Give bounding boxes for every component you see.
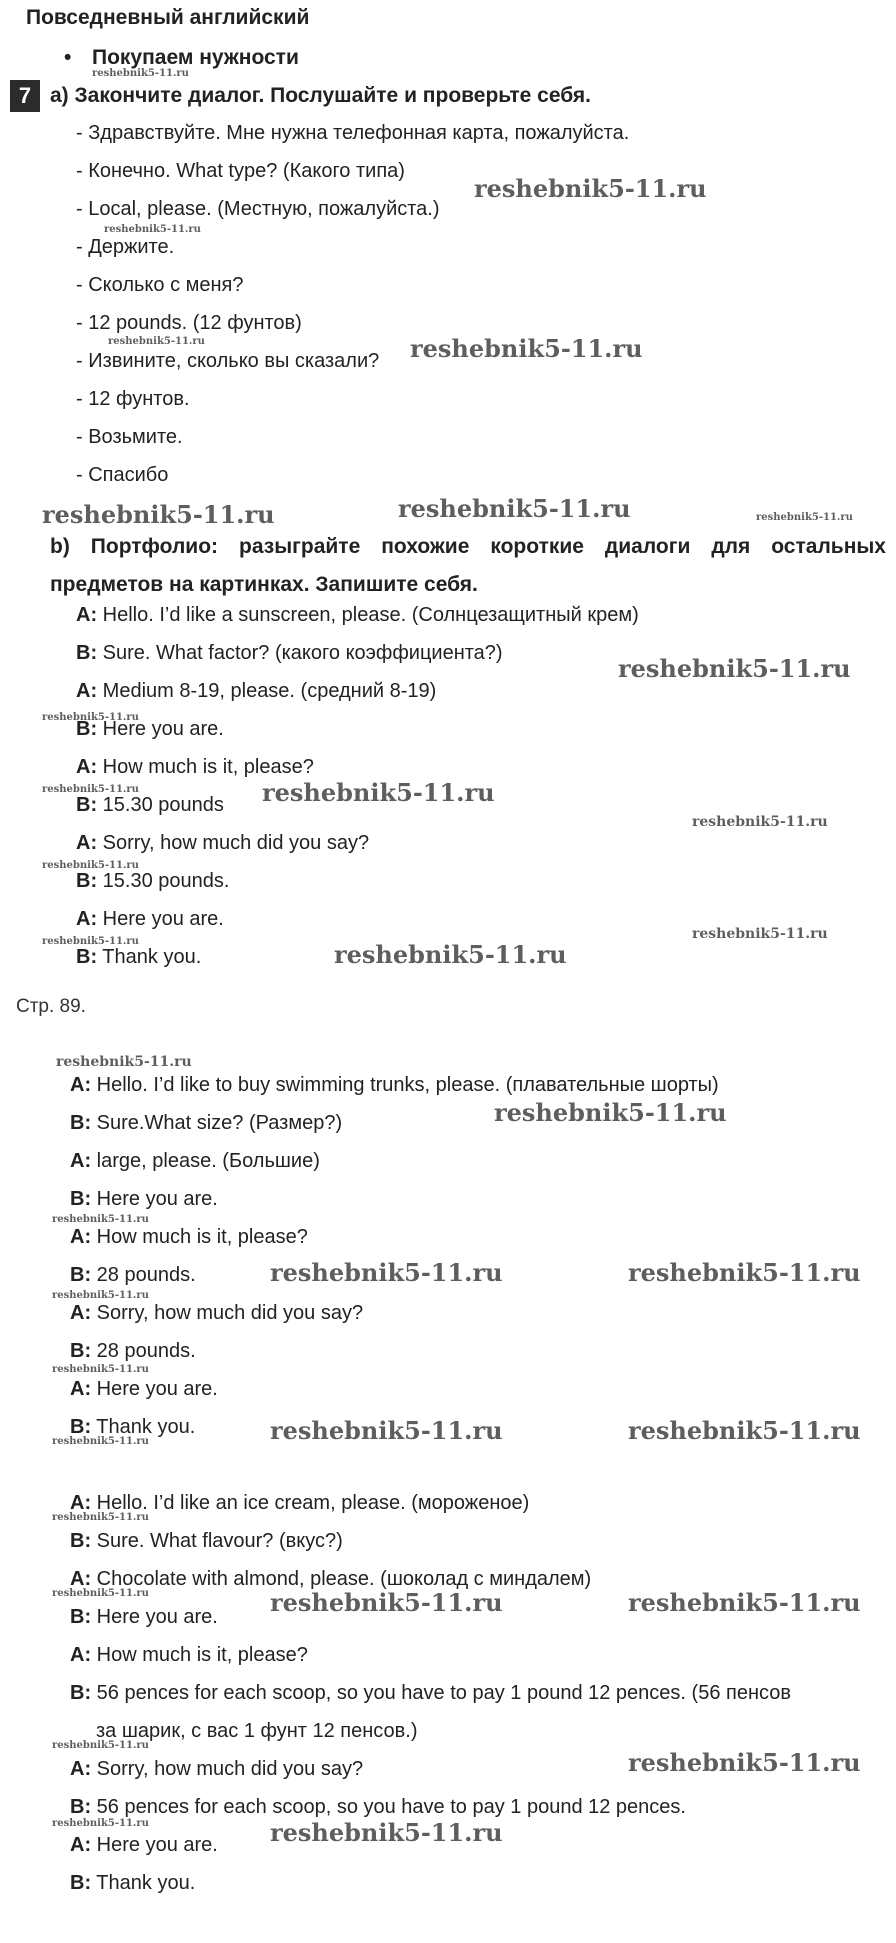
dialog-text: Medium 8-19, please. (средний 8-19): [97, 680, 437, 702]
watermark: reshebnik5-11.ru: [42, 936, 139, 947]
section-title: Повседневный английский: [26, 6, 310, 29]
watermark: reshebnik5-11.ru: [42, 860, 139, 871]
watermark: reshebnik5-11.ru: [52, 1512, 149, 1523]
dialog-a-line: - 12 фунтов.: [76, 388, 190, 410]
dialog-line: [70, 1302, 363, 1325]
dialog-text: Thank you.: [97, 946, 202, 968]
watermark: reshebnik5-11.ru: [334, 940, 567, 969]
speaker-label: A:: [76, 604, 98, 626]
speaker-label: B:: [70, 1606, 92, 1628]
dialog-line: [76, 642, 503, 665]
watermark: reshebnik5-11.ru: [692, 814, 828, 830]
speaker-label: A:: [70, 1758, 92, 1780]
speaker-label: A:: [70, 1492, 92, 1514]
speaker-label: A:: [70, 1074, 92, 1096]
speaker-label: A:: [70, 1150, 92, 1172]
watermark: reshebnik5-11.ru: [628, 1748, 861, 1777]
dialog-line: [70, 1378, 218, 1401]
dialog-text: 15.30 pounds: [97, 794, 224, 816]
dialog-text: 15.30 pounds.: [97, 870, 230, 892]
dialog-text: large, please. (Большие): [91, 1150, 320, 1172]
speaker-label: B:: [70, 1188, 92, 1210]
dialog-line: [76, 832, 369, 855]
speaker-label: B:: [70, 1530, 92, 1552]
watermark: reshebnik5-11.ru: [270, 1588, 503, 1617]
dialog-line: [70, 1644, 308, 1667]
dialog-text: Sorry, how much did you say?: [91, 1302, 364, 1324]
dialog-line: [70, 1150, 320, 1173]
dialog-text: Chocolate with almond, please. (шоколад с миндалем): [91, 1568, 592, 1590]
speaker-label: B:: [70, 1416, 92, 1438]
speaker-label: B:: [76, 642, 98, 664]
speaker-label: B:: [70, 1264, 92, 1286]
watermark: reshebnik5-11.ru: [52, 1740, 149, 1751]
watermark: reshebnik5-11.ru: [52, 1436, 149, 1447]
watermark: reshebnik5-11.ru: [692, 926, 828, 942]
dialog-text: 28 pounds.: [91, 1264, 196, 1286]
dialog-line: [76, 604, 639, 627]
dialog-text: How much is it, please?: [97, 756, 314, 778]
speaker-label: A:: [70, 1226, 92, 1248]
watermark: reshebnik5-11.ru: [628, 1416, 861, 1445]
speaker-label: B:: [76, 794, 98, 816]
dialog-line: [70, 1112, 342, 1135]
dialog-line: [70, 1264, 196, 1287]
dialog-text: 28 pounds.: [91, 1340, 196, 1362]
speaker-label: A:: [70, 1834, 92, 1856]
dialog-a-line: - 12 pounds. (12 фунтов): [76, 312, 302, 334]
dialog-line: [70, 1834, 218, 1857]
dialog-a-line: - Спасибо: [76, 464, 169, 486]
dialog-a-line: - Возьмите.: [76, 426, 183, 448]
watermark: reshebnik5-11.ru: [52, 1214, 149, 1225]
speaker-label: B:: [70, 1112, 92, 1134]
dialog-text: Hello. I’d like an ice cream, please. (мороженое): [91, 1492, 530, 1514]
speaker-label: A:: [76, 908, 98, 930]
dialog-line: [70, 1226, 308, 1249]
dialog-text: Hello. I’d like a sunscreen, please. (Солнцезащитный крем): [97, 604, 639, 626]
watermark: reshebnik5-11.ru: [56, 1054, 192, 1070]
dialog-a-line: - Здравствуйте. Мне нужна телефонная карта, пожалуйста.: [76, 122, 630, 144]
dialog-line: [70, 1340, 196, 1363]
dialog-text: Here you are.: [97, 908, 224, 930]
speaker-label: B:: [70, 1872, 92, 1894]
dialog-line: [76, 908, 224, 931]
dialog-line: [70, 1758, 363, 1781]
watermark: reshebnik5-11.ru: [270, 1258, 503, 1287]
speaker-label: A:: [70, 1644, 92, 1666]
watermark: reshebnik5-11.ru: [270, 1818, 503, 1847]
dialog-text: Sure. What flavour? (вкус?): [91, 1530, 343, 1552]
watermark: reshebnik5-11.ru: [270, 1416, 503, 1445]
topic-bullet: [64, 46, 299, 70]
speaker-label: B:: [70, 1796, 92, 1818]
watermark: reshebnik5-11.ru: [42, 500, 275, 529]
exercise-number-badge: 7: [10, 80, 40, 112]
dialog-line: [76, 794, 224, 817]
watermark: reshebnik5-11.ru: [628, 1588, 861, 1617]
speaker-label: B:: [76, 870, 98, 892]
dialog-a-line: - Local, please. (Местную, пожалуйста.): [76, 198, 440, 220]
dialog-line: [70, 1872, 195, 1895]
speaker-label: A:: [76, 832, 98, 854]
dialog-text: Here you are.: [97, 718, 224, 740]
speaker-label: B:: [76, 946, 98, 968]
dialog-text: Hello. I’d like to buy swimming trunks, please. (плавательные шорты): [91, 1074, 719, 1096]
dialog-line: [70, 1188, 218, 1211]
watermark: reshebnik5-11.ru: [92, 68, 189, 79]
watermark: reshebnik5-11.ru: [628, 1258, 861, 1287]
dialog-text: Here you are.: [91, 1378, 218, 1400]
dialog-text: How much is it, please?: [91, 1226, 308, 1248]
dialog-text: Sorry, how much did you say?: [91, 1758, 364, 1780]
watermark: reshebnik5-11.ru: [108, 336, 205, 347]
watermark: reshebnik5-11.ru: [756, 512, 853, 523]
dialog-text: Sure.What size? (Размер?): [91, 1112, 343, 1134]
dialog-line: [70, 1606, 218, 1629]
dialog-line: [76, 756, 314, 779]
watermark: reshebnik5-11.ru: [104, 224, 201, 235]
dialog-text: Thank you.: [91, 1872, 196, 1894]
speaker-label: A:: [70, 1302, 92, 1324]
task-a-heading: a) Закончите диалог. Послушайте и проверьте себя.: [50, 84, 592, 107]
watermark: reshebnik5-11.ru: [494, 1098, 727, 1127]
task-b-heading: b) Портфолио: разыграйте похожие короткие диалоги для остальных предметов на картинках. Запишите себя.: [50, 535, 886, 596]
watermark: reshebnik5-11.ru: [262, 778, 495, 807]
dialog-line: [70, 1074, 719, 1097]
speaker-label: A:: [76, 756, 98, 778]
dialog-text: How much is it, please?: [91, 1644, 308, 1666]
watermark: reshebnik5-11.ru: [52, 1290, 149, 1301]
dialog-text: 56 pences for each scoop, so you have to pay 1 pound 12 pences. (56 пенсов: [91, 1682, 791, 1704]
watermark: reshebnik5-11.ru: [410, 334, 643, 363]
dialog-a-line: - Держите.: [76, 236, 175, 258]
watermark: reshebnik5-11.ru: [618, 654, 851, 683]
speaker-label: A:: [76, 680, 98, 702]
speaker-label: B:: [76, 718, 98, 740]
dialog-line: [70, 1530, 343, 1553]
dialog-a-line: - Извините, сколько вы сказали?: [76, 350, 380, 372]
dialog-a-line: - Конечно. What type? (Какого типа): [76, 160, 405, 182]
speaker-label: B:: [70, 1340, 92, 1362]
dialog-line: [76, 946, 201, 969]
watermark: reshebnik5-11.ru: [52, 1364, 149, 1375]
speaker-label: A:: [70, 1378, 92, 1400]
watermark: reshebnik5-11.ru: [42, 712, 139, 723]
dialog-line: [76, 680, 436, 703]
dialog-text: Here you are.: [91, 1834, 218, 1856]
dialog-text: за шарик, с вас 1 фунт 12 пенсов.): [96, 1720, 418, 1742]
watermark: reshebnik5-11.ru: [474, 174, 707, 203]
dialog-line: [70, 1796, 686, 1819]
dialog-text: Here you are.: [91, 1188, 218, 1210]
watermark: reshebnik5-11.ru: [398, 494, 631, 523]
dialog-text: Sure. What factor? (какого коэффициента?): [97, 642, 503, 664]
speaker-label: B:: [70, 1682, 92, 1704]
dialog-text: 56 pences for each scoop, so you have to pay 1 pound 12 pences.: [91, 1796, 686, 1818]
watermark: reshebnik5-11.ru: [52, 1588, 149, 1599]
dialog-line: [70, 1682, 791, 1705]
page-reference: Стр. 89.: [16, 996, 86, 1017]
bullet-icon: •: [64, 46, 72, 69]
topic-label: Покупаем нужности: [92, 46, 299, 69]
dialog-a-line: - Сколько с меня?: [76, 274, 244, 296]
dialog-text: Thank you.: [91, 1416, 196, 1438]
dialog-text: Sorry, how much did you say?: [97, 832, 370, 854]
speaker-label: A:: [70, 1568, 92, 1590]
dialog-line: [76, 870, 229, 893]
watermark: reshebnik5-11.ru: [52, 1818, 149, 1829]
watermark: reshebnik5-11.ru: [42, 784, 139, 795]
dialog-text: Here you are.: [91, 1606, 218, 1628]
